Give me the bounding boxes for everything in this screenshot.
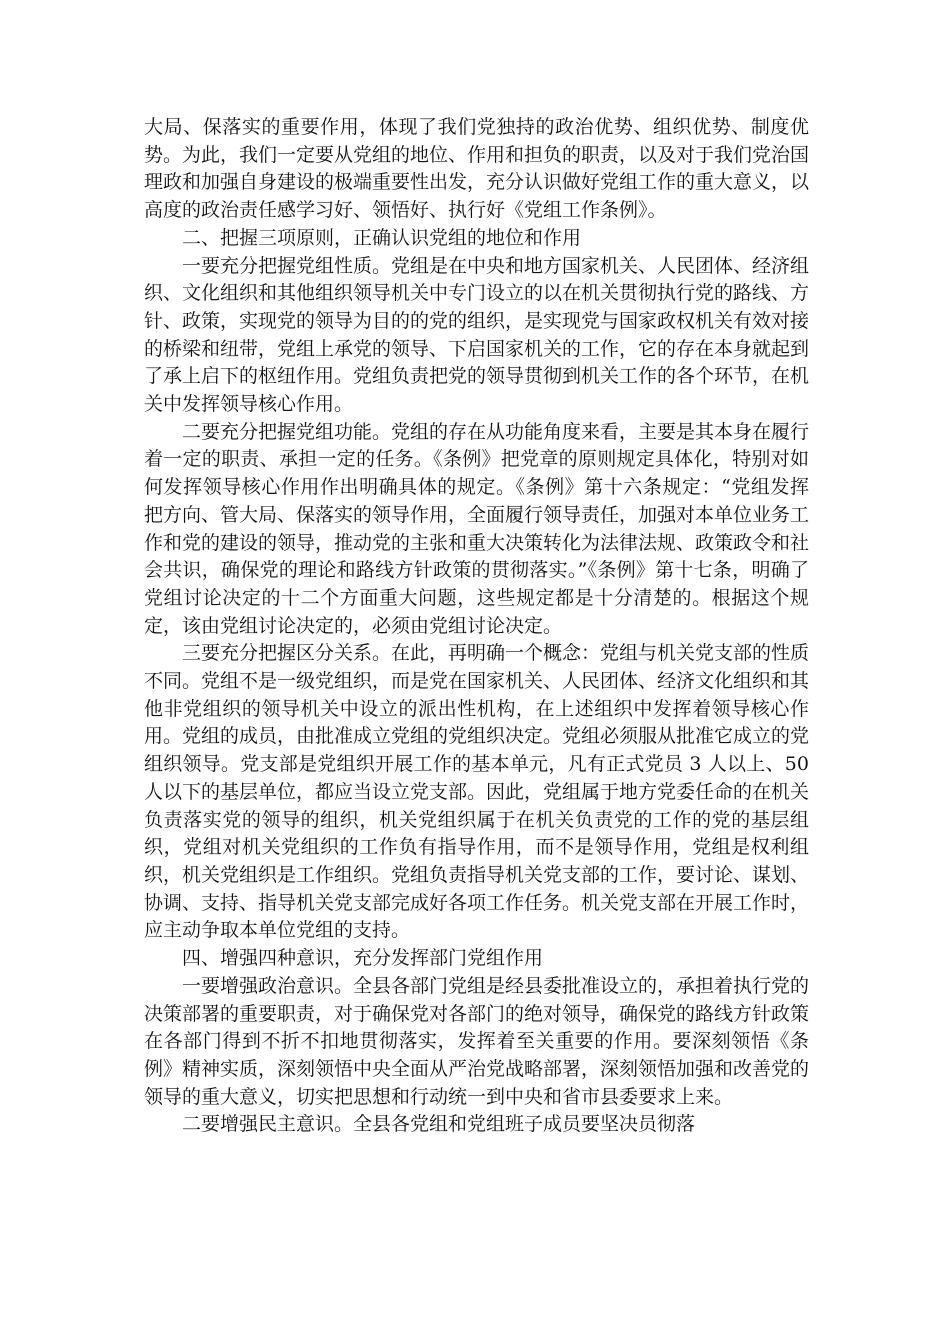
document-page (144, 114, 809, 1139)
paragraph-party-group-nature: 一要充分把握党组性质。党组是在中央和地方国家机关、人民团体、经济组织、文化组织和其他组织领导机关中专门设立的以在机关贯彻执行党的路线、方针、政策，实现党的领导为目的的党的组织，是实现党与国家政权机关有效对接的桥梁和纽带，党组上承党的领导、下启国家机关的工作，它的存在本身就起到了承上启下的枢纽作用。党组负责把党的领导贯彻到机关工作的各个环节，在机关中发挥领导核心作用。 (144, 254, 810, 416)
paragraph-party-group-function: 二要充分把握党组功能。党组的存在从功能角度来看，主要是其本身在履行着一定的职责、承担一定的任务。《条例》把党章的原则规定具体化，特别对如何发挥领导核心作用作出明确具体的规定。《条例》第十六条规定：“党组发挥把方向、管大局、保落实的领导作用，全面履行领导责任，加强对本单位业务工作和党的建设的领导，推动党的主张和重大决策转化为法律法规、政策政令和社会共识，确保党的理论和路线方针政策的贯彻落实。”《条例》第十七条，明确了党组讨论决定的十二个方面重大问题，这些规定都是十分清楚的。根据这个规定，该由党组讨论决定的，必须由党组讨论决定。 (144, 420, 810, 637)
section-heading-two: 二、把握三项原则，正确认识党组的地位和作用 (182, 226, 582, 249)
paragraph-distinguish-relationship: 三要充分把握区分关系。在此，再明确一个概念：党组与机关党支部的性质不同。党组不是一级党组织，而是党在国家机关、人民团体、经济文化组织和其他非党组织的领导机关中设立的派出性机构，在上述组织中发挥着领导核心作用。党组的成员，由批准成立党组的党组织决定。党组必须服从批准它成立的党组织领导。党支部是党组织开展工作的基本单元，凡有正式党员 3 人以上、50 人以下的基层单位，都应当设立党支部。因此，党组属于地方党委任命的在机关负责落实党的领导的组织，机关党组织属于在机关负责党的工作的党的基层组织，党组对机关党组织的工作负有指导作用，而不是领导作用，党组是权利组织，机关党组织是工作组织。党组负责指导机关党支部的工作，要讨论、谋划、协调、支持、指导机关党支部完成好各项工作任务。机关党支部在开展工作时，应主动争取本单位党组的支持。 (144, 642, 810, 942)
section-heading-four: 四、增强四种意识，充分发挥部门党组作用 (182, 947, 544, 970)
paragraph-political-awareness: 一要增强政治意识。全县各部门党组是经县委批准设立的，承担着执行党的决策部署的重要职责，对于确保党对各部门的绝对领导，确保党的路线方针政策在各部门得到不折不扣地贯彻落实，发挥着至关重要的作用。要深刻领悟《条例》精神实质，深刻领悟中央全面从严治党战略部署，深刻领悟加强和改善党的领导的重大意义，切实把思想和行动统一到中央和省市县委要求上来。 (144, 974, 810, 1108)
paragraph-continuation: 大局、保落实的重要作用，体现了我们党独持的政治优势、组织优势、制度优势。为此，我们一定要从党组的地位、作用和担负的职责，以及对于我们党治国理政和加强自身建设的极端重要性出发，充分认识做好党组工作的重大意义，以高度的政治责任感学习好、领悟好、执行好《党组工作条例》。 (144, 116, 810, 222)
paragraph-democratic-awareness: 二要增强民主意识。全县各党组和党组班子成员要坚决员彻落 (182, 1113, 696, 1136)
